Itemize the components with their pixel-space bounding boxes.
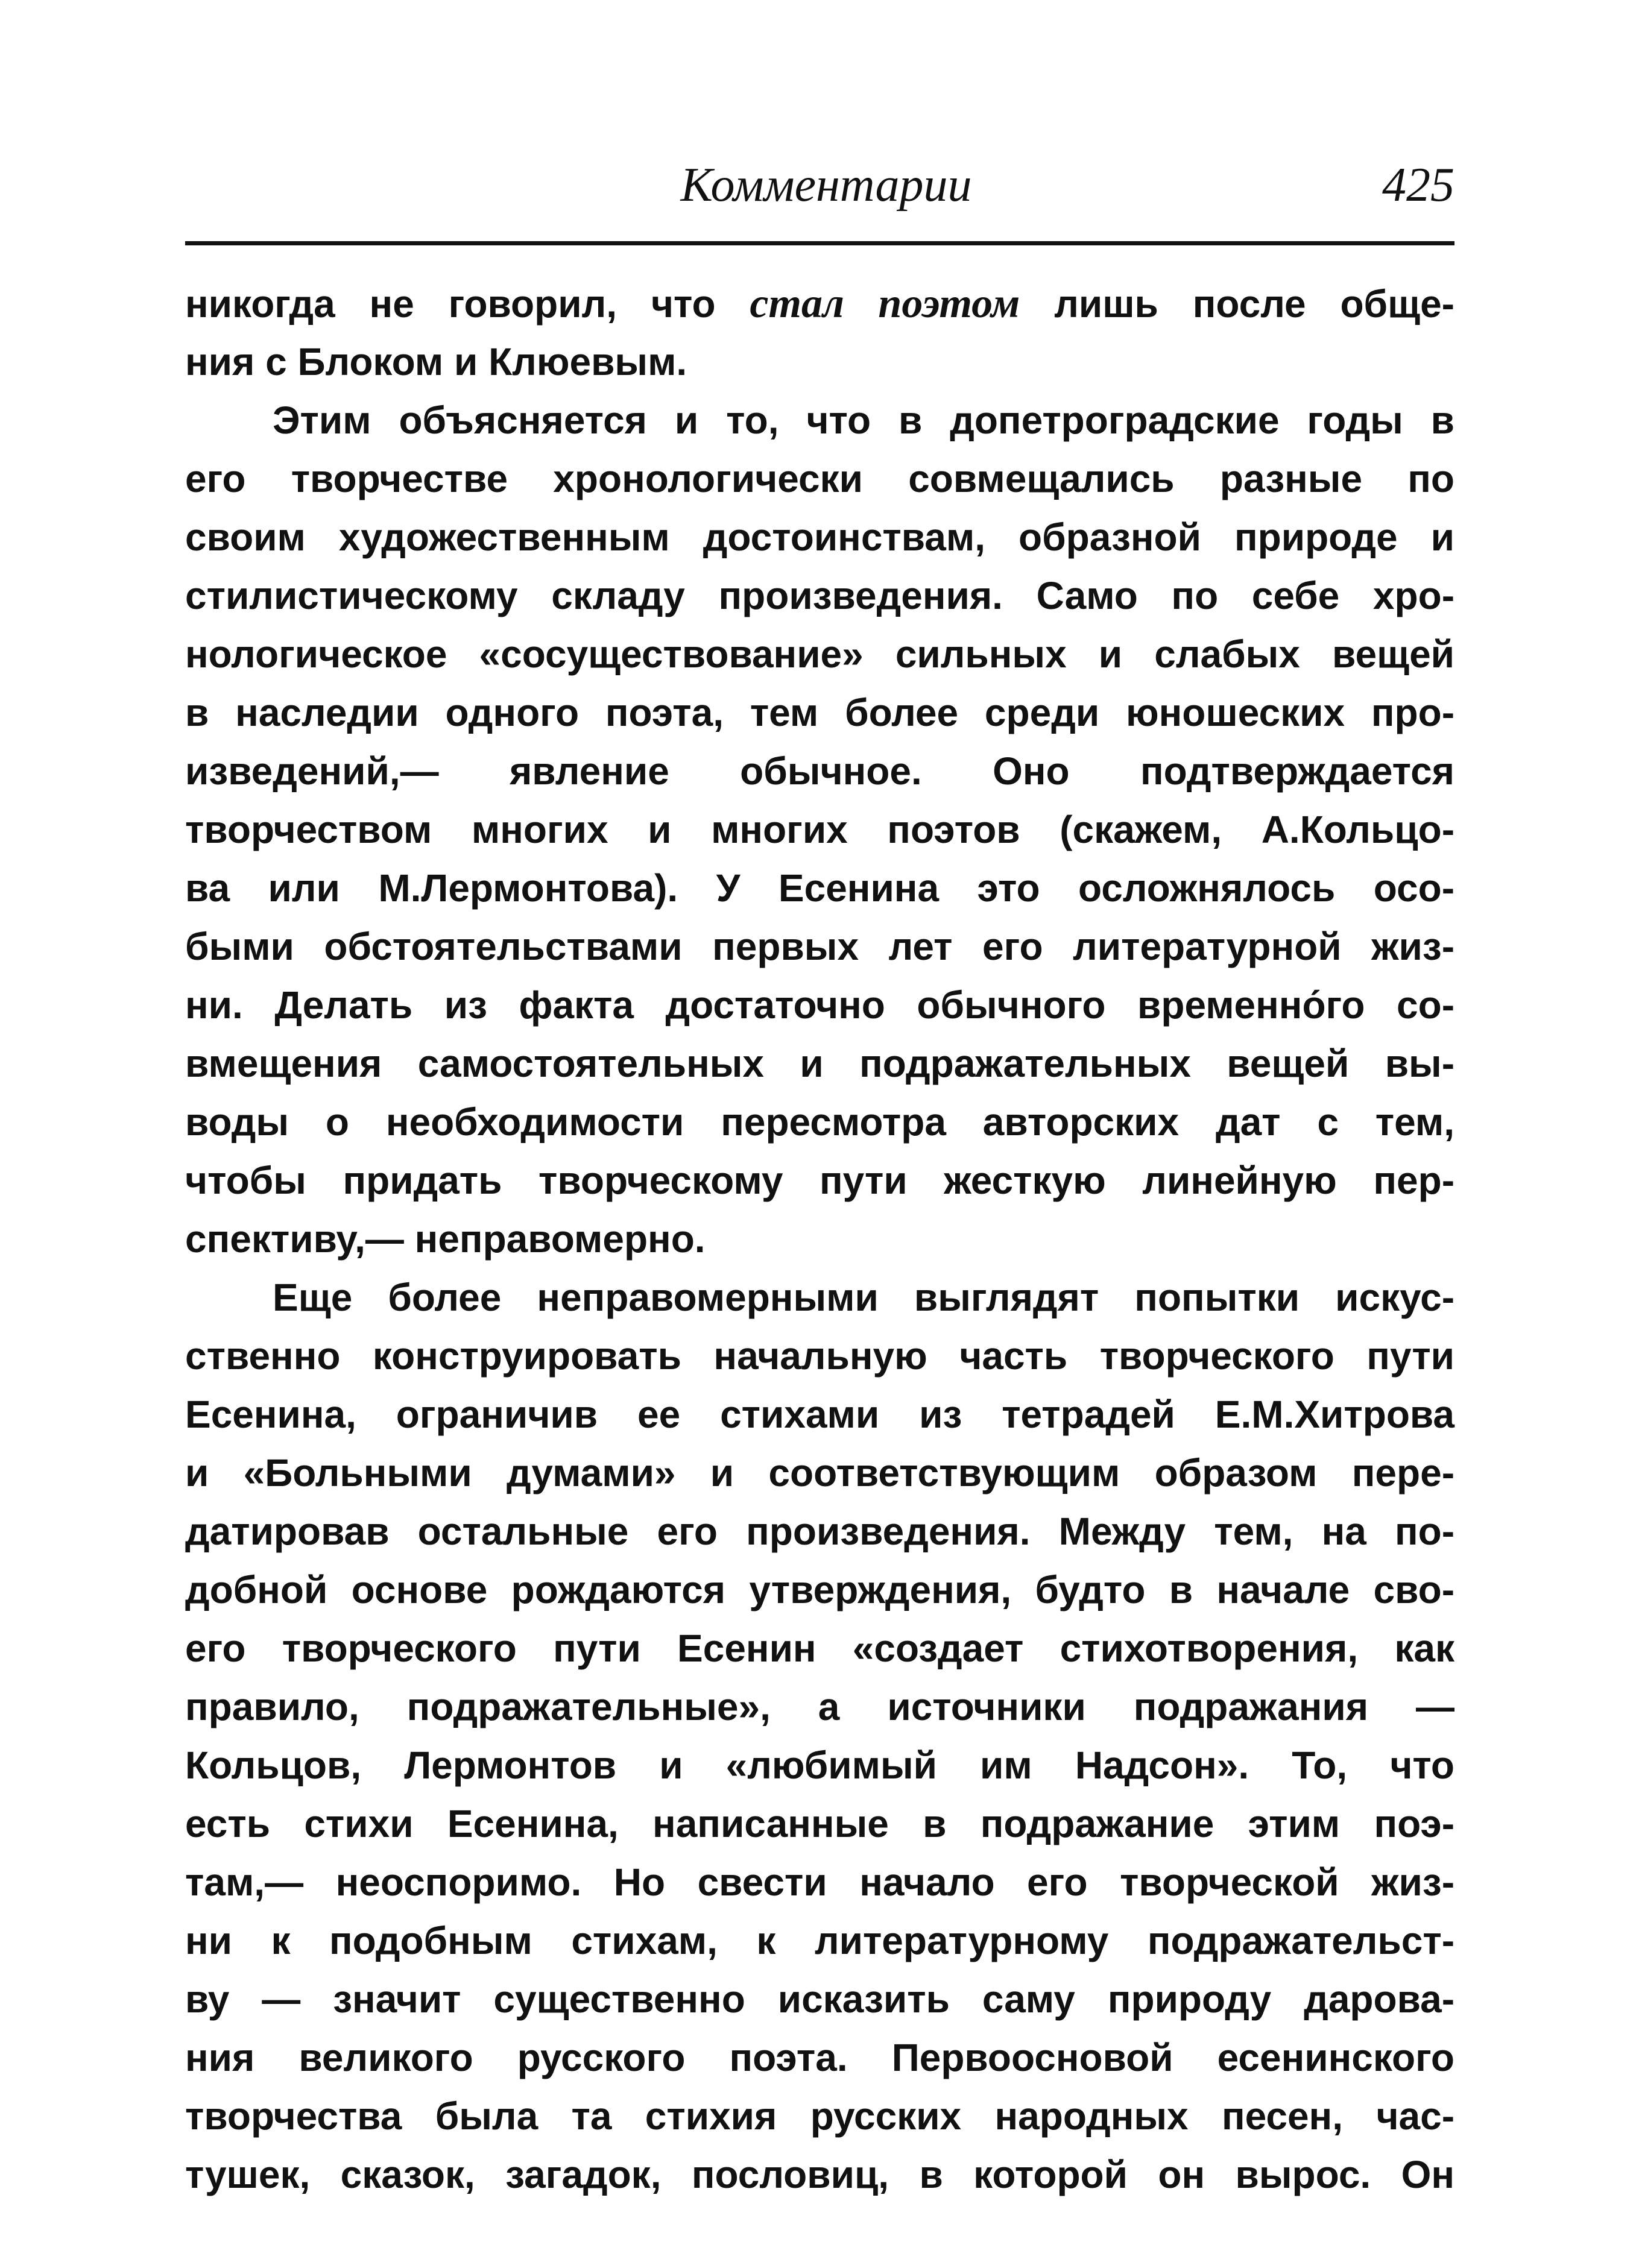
text-line [185,684,1454,742]
text-line [185,391,1454,450]
text-line [185,1561,1454,1619]
text-segment: ни к подобным стихам, к литературному подражательст- [185,1919,1454,1962]
text-line [185,742,1454,801]
text-line [185,1912,1454,1970]
paragraph [185,391,1454,1268]
page-number: 425 [1382,159,1454,212]
text-line [185,1151,1454,1210]
text-line [185,1795,1454,1853]
text-line [185,625,1454,684]
text-line [185,2029,1454,2087]
text-segment: тушек, сказок, загадок, пословиц, в которой он вырос. Он [185,2153,1454,2196]
text-segment: ни. Делать из факта достаточно обычного временно́го со- [185,983,1454,1027]
header-rule [185,241,1454,245]
text-segment: Кольцов, Лермонтов и «любимый им Надсон». То, что [185,1744,1454,1787]
text-line [185,1268,1454,1327]
text-line [185,1210,1454,1268]
text-line [185,333,1454,391]
text-line [185,801,1454,859]
text-segment: и «Больными думами» и соответствующим образом пере- [185,1451,1454,1495]
text-segment: быми обстоятельствами первых лет его литературной жиз- [185,925,1454,968]
text-line [185,976,1454,1035]
text-line [185,508,1454,567]
text-segment: правило, подражательные», а источники подражания — [185,1685,1454,1728]
text-segment: творчества была та стихия русских народных песен, час- [185,2094,1454,2138]
text-segment: изведений,— явление обычное. Оно подтверждается [185,749,1454,793]
text-line [185,274,1454,333]
text-line [185,1736,1454,1795]
text-segment: его творческого пути Есенин «создает стихотворения, как [185,1627,1454,1670]
running-header: Комментарии [680,159,972,212]
text-segment: своим художественным достоинствам, образной природе и [185,515,1454,559]
text-line [185,1385,1454,1444]
text-segment: лишь после обще- [1020,282,1454,326]
text-segment: Есенина, ограничив ее стихами из тетрадей Е.М.Хитрова [185,1393,1454,1436]
text-segment: ния с Блоком и Клюевым. [185,340,687,383]
text-line [185,1619,1454,1678]
text-line [185,1035,1454,1093]
text-segment: есть стихи Есенина, написанные в подражание этим поэ- [185,1802,1454,1845]
text-segment: творчеством многих и многих поэтов (скажем, А.Кольцо- [185,808,1454,851]
text-segment: ния великого русского поэта. Первоосновой есенинского [185,2036,1454,2079]
text-segment: никогда не говорил, что [185,282,750,326]
text-segment: Еще более неправомерными выглядят попытки искус- [273,1276,1454,1319]
text-segment: чтобы придать творческому пути жесткую линейную пер- [185,1159,1454,1202]
text-segment: ву — значит существенно исказить саму природу дарова- [185,1977,1454,2021]
text-segment: в наследии одного поэта, тем более среди юношеских про- [185,691,1454,734]
text-segment: вмещения самостоятельных и подражательных вещей вы- [185,1042,1454,1085]
text-segment: нологическое «сосуществование» сильных и слабых вещей [185,632,1454,676]
text-segment: воды о необходимости пересмотра авторских дат с тем, [185,1100,1454,1144]
text-line [185,1327,1454,1385]
text-line [185,859,1454,918]
text-line [185,450,1454,508]
text-segment: спективу,— неправомерно. [185,1217,706,1261]
italic-emphasis: стал поэтом [750,280,1020,327]
text-line [185,1444,1454,1502]
text-segment: датировав остальные его произведения. Между тем, на по- [185,1510,1454,1553]
text-line [185,1502,1454,1561]
text-line [185,567,1454,625]
text-line [185,918,1454,976]
text-line [185,1853,1454,1912]
text-segment: стилистическому складу произведения. Само по себе хро- [185,574,1454,617]
text-line [185,2146,1454,2204]
text-line [185,1678,1454,1736]
text-line [185,2087,1454,2146]
text-segment: ва или М.Лермонтова). У Есенина это осложнялось осо- [185,866,1454,910]
text-line [185,1970,1454,2029]
text-segment: там,— неоспоримо. Но свести начало его творческой жиз- [185,1860,1454,1904]
text-segment: ственно конструировать начальную часть творческого пути [185,1334,1454,1378]
text-segment: Этим объясняется и то, что в допетроградские годы в [273,398,1454,442]
text-line [185,1093,1454,1151]
paragraph [185,1268,1454,2204]
text-segment: его творчестве хронологически совмещались разные по [185,457,1454,500]
body-text [185,274,1454,2204]
text-segment: добной основе рождаются утверждения, будто в начале сво- [185,1568,1454,1611]
paragraph [185,274,1454,391]
